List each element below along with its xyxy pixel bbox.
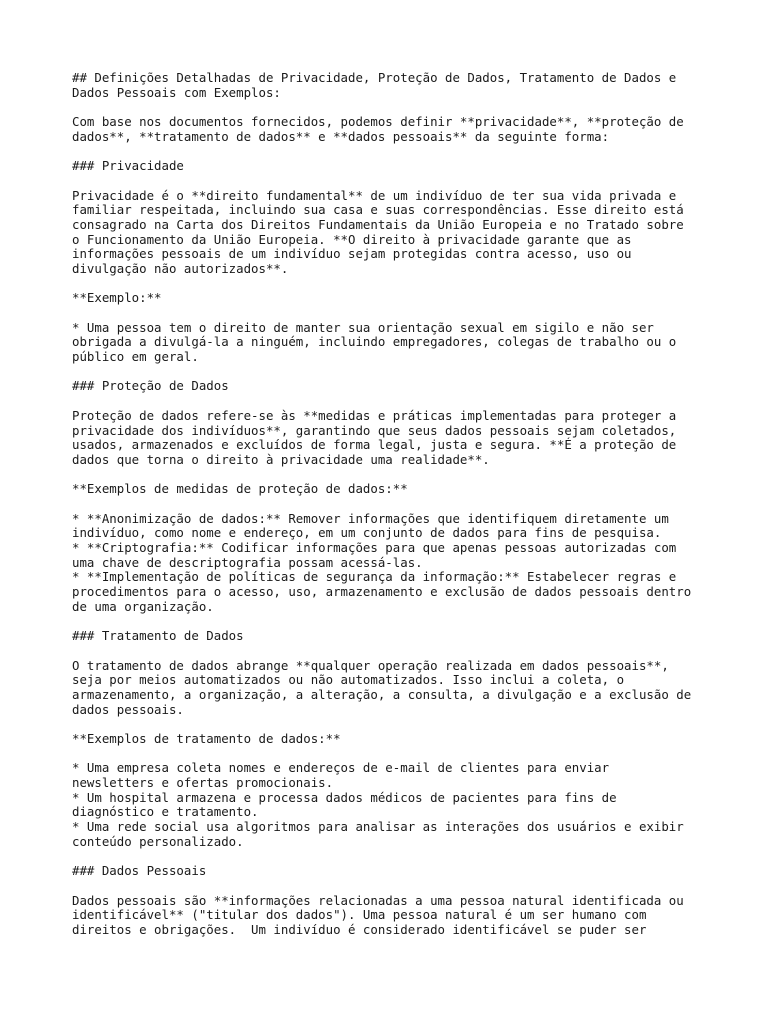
list-item-line: * **Anonimização de dados:** Remover informações que identifiquem diretamente um	[72, 510, 669, 526]
blank-line	[72, 497, 712, 512]
text-line: uma chave de descriptografia possam acessá-las.	[72, 554, 423, 570]
heading-line: ### Tratamento de Dados	[72, 628, 244, 644]
blank-line	[72, 144, 712, 159]
text-line: Com base nos documentos fornecidos, podemos definir **privacidade**, **proteção de	[72, 114, 684, 130]
blank-line	[72, 849, 712, 864]
list-item-line: * Um hospital armazena e processa dados médicos de pacientes para fins de	[72, 789, 617, 805]
text-line: consagrado na Carta dos Direitos Fundamentais da União Europeia e no Tratado sobre	[72, 216, 684, 232]
text-line: O tratamento de dados abrange **qualquer operação realizada em dados pessoais**,	[72, 657, 669, 673]
blank-line	[72, 306, 712, 321]
list-item-line: * **Criptografia:** Codificar informações para que apenas pessoas autorizadas com	[72, 540, 677, 555]
document-body	[72, 71, 712, 938]
text-line: Privacidade é o **direito fundamental** de um indivíduo de ter sua vida privada e	[72, 187, 677, 203]
text-line: o Funcionamento da União Europeia. **O direito à privacidade garante que as	[72, 231, 632, 247]
blank-line	[72, 468, 712, 483]
list-item-line: * **Implementação de políticas de segurança da informação:** Estabelecer regras e	[72, 569, 677, 585]
text-line: divulgação não autorizados**.	[72, 260, 289, 276]
text-line: dados que torna o direito à privacidade uma realidade**.	[72, 451, 490, 467]
blank-line	[72, 717, 712, 732]
text-line: obrigada a divulgá-la a ninguém, incluindo empregadores, colegas de trabalho ou o	[72, 334, 677, 350]
blank-line	[72, 879, 712, 894]
text-line: armazenamento, a organização, a alteração, a consulta, a divulgação e a exclusão de	[72, 686, 692, 702]
text-line: diagnóstico e tratamento.	[72, 804, 259, 820]
list-item-line: * Uma empresa coleta nomes e endereços de e-mail de clientes para enviar	[72, 760, 610, 776]
text-line: familiar respeitada, incluindo sua casa e suas correspondências. Esse direito está	[72, 202, 684, 218]
text-line: Dados pessoais são **informações relacionadas a uma pessoa natural identificada ou	[72, 892, 684, 908]
list-item-line: * Uma pessoa tem o direito de manter sua orientação sexual em sigilo e não ser	[72, 319, 654, 335]
text-line: de uma organização.	[72, 598, 214, 614]
text-line: newsletters e ofertas promocionais.	[72, 775, 334, 790]
text-line: seja por meios automatizados ou não automatizados. Isso inclui a coleta, o	[72, 672, 625, 688]
text-line: Proteção de dados refere-se às **medidas e práticas implementadas para proteger a	[72, 407, 677, 423]
text-line: **Exemplos de tratamento de dados:**	[72, 730, 341, 746]
text-line: procedimentos para o acesso, uso, armazenamento e exclusão de dados pessoais dentro	[72, 584, 692, 600]
text-line: Dados Pessoais com Exemplos:	[72, 84, 281, 100]
blank-line	[72, 614, 712, 629]
heading-line: ### Privacidade	[72, 158, 184, 174]
text-line: direitos e obrigações. Um indivíduo é considerado identificável se puder ser	[72, 921, 647, 937]
blank-line	[72, 277, 712, 292]
text-line: conteúdo personalizado.	[72, 833, 244, 849]
blank-line	[72, 365, 712, 380]
blank-line	[72, 394, 712, 409]
text-line: dados**, **tratamento de dados** e **dados pessoais** da seguinte forma:	[72, 128, 610, 144]
text-line: dados pessoais.	[72, 701, 184, 717]
text-line: identificável** ("titular dos dados"). Uma pessoa natural é um ser humano com	[72, 907, 647, 923]
heading-line: ### Dados Pessoais	[72, 863, 207, 879]
text-line: **Exemplos de medidas de proteção de dados:**	[72, 481, 408, 497]
heading-line: ### Proteção de Dados	[72, 378, 229, 394]
blank-line	[72, 644, 712, 659]
blank-line	[72, 747, 712, 762]
list-item-line: * Uma rede social usa algoritmos para analisar as interações dos usuários e exibir	[72, 819, 684, 835]
text-line: usados, armazenados e excluídos de forma legal, justa e segura. **É a proteção de	[72, 437, 677, 453]
text-line: informações pessoais de um indivíduo sejam protegidas contra acesso, uso ou	[72, 246, 632, 262]
text-line: indivíduo, como nome e endereço, em um conjunto de dados para fins de pesquisa.	[72, 525, 662, 541]
text-line: público em geral.	[72, 349, 199, 365]
text-line: **Exemplo:**	[72, 290, 162, 306]
text-line: privacidade dos indivíduos**, garantindo que seus dados pessoais sejam coletados,	[72, 422, 677, 438]
heading-line: ## Definições Detalhadas de Privacidade, Proteção de Dados, Tratamento de Dados e	[72, 70, 677, 85]
blank-line	[72, 174, 712, 189]
blank-line	[72, 100, 712, 115]
